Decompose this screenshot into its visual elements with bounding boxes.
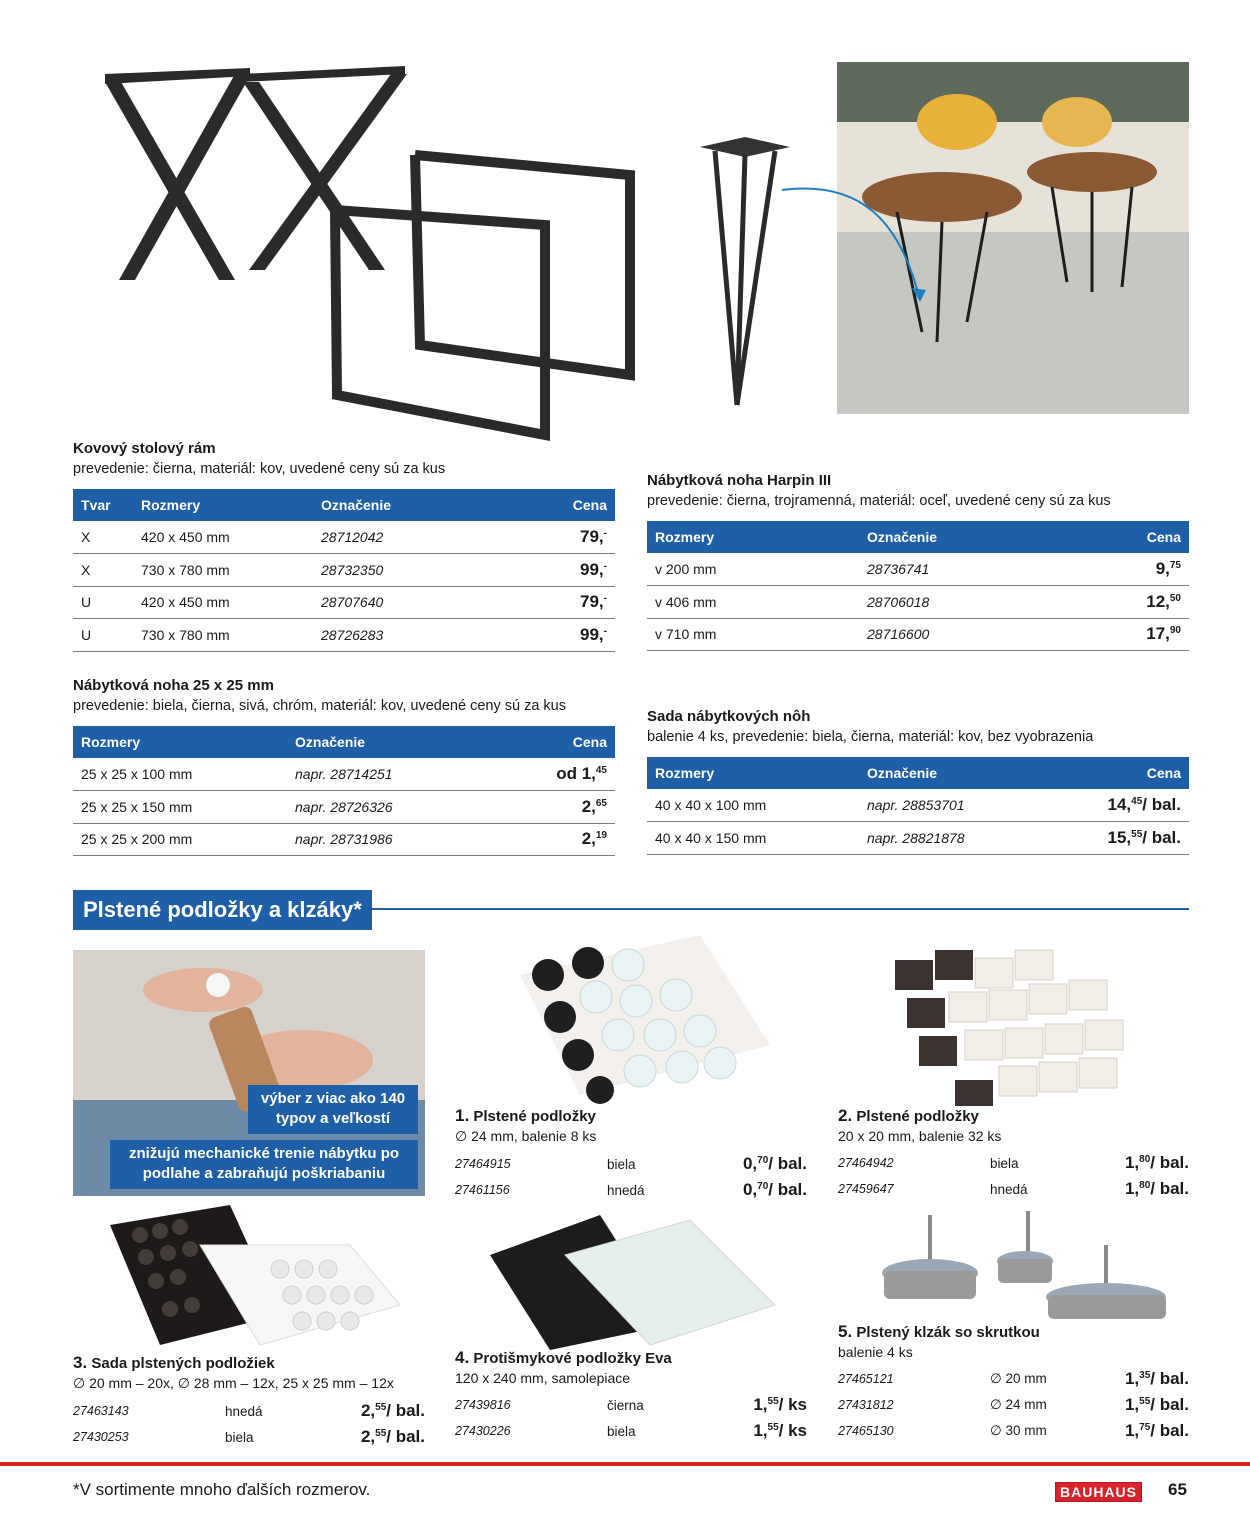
price: 15,55/ bal. bbox=[1044, 822, 1189, 855]
price: 0,70/ bal. bbox=[742, 1180, 807, 1199]
item-desc: 120 x 240 mm, samolepiace bbox=[455, 1370, 631, 1386]
dimensions: 25 x 25 x 150 mm bbox=[73, 791, 287, 824]
table-row bbox=[73, 554, 615, 587]
item-number: 4. bbox=[455, 1348, 470, 1367]
dimensions: 730 x 780 mm bbox=[133, 554, 313, 587]
item-number: 5. bbox=[838, 1322, 853, 1341]
price: 2,55/ bal. bbox=[360, 1401, 425, 1420]
dimensions: 730 x 780 mm bbox=[133, 619, 313, 652]
page-number: 65 bbox=[1168, 1480, 1187, 1499]
section-title: Plstené podložky a klzáky* bbox=[73, 890, 372, 930]
variant: hnedá bbox=[225, 1403, 263, 1419]
table-row bbox=[73, 521, 615, 554]
footnote: *V sortimente mnoho ďalších rozmerov. bbox=[73, 1480, 371, 1499]
col-price: Cena bbox=[494, 726, 615, 758]
legset-title: Sada nábytkových nôh bbox=[647, 708, 811, 725]
variant: biela bbox=[607, 1156, 636, 1172]
price: 99,- bbox=[504, 619, 615, 652]
harpin-desc: prevedenie: čierna, trojramenná, materiál: oceľ, uvedené ceny sú za kus bbox=[647, 493, 1111, 509]
dimensions: 40 x 40 x 150 mm bbox=[647, 822, 859, 855]
item-1 bbox=[455, 1106, 807, 1203]
price: 2,55/ bal. bbox=[360, 1427, 425, 1446]
item-2 bbox=[838, 1106, 1189, 1202]
product-code: 28712042 bbox=[313, 521, 504, 554]
product-code: napr. 28731986 bbox=[287, 823, 494, 856]
dimensions: v 710 mm bbox=[647, 618, 859, 651]
item-5 bbox=[838, 1322, 1189, 1444]
table-row bbox=[73, 758, 615, 791]
col-dims: Rozmery bbox=[647, 521, 859, 553]
footer-divider bbox=[0, 1462, 1250, 1466]
price: 12,50 bbox=[1067, 586, 1189, 619]
table-row bbox=[647, 586, 1189, 619]
table-row bbox=[647, 789, 1189, 822]
list-item bbox=[838, 1366, 1189, 1392]
product-code: 27461156 bbox=[455, 1183, 510, 1197]
item-desc: 20 x 20 mm, balenie 32 ks bbox=[838, 1128, 1002, 1144]
shape: X bbox=[73, 554, 133, 587]
legset-product bbox=[647, 708, 1189, 855]
list-item bbox=[455, 1151, 807, 1177]
anti-slip-pads-image bbox=[490, 1215, 780, 1350]
price: 79,- bbox=[504, 586, 615, 619]
shape: U bbox=[73, 619, 133, 652]
list-item bbox=[455, 1392, 807, 1418]
product-code: napr. 28821878 bbox=[859, 822, 1044, 855]
item-4 bbox=[455, 1348, 807, 1444]
product-code: 28707640 bbox=[313, 586, 504, 619]
variant: biela bbox=[607, 1423, 636, 1439]
item-number: 3. bbox=[73, 1353, 88, 1372]
callout-variety: výber z viac ako 140 typov a veľkostí bbox=[248, 1085, 418, 1134]
frame-desc: prevedenie: čierna, materiál: kov, uvedené ceny sú za kus bbox=[73, 461, 446, 477]
variant: hnedá bbox=[990, 1181, 1028, 1197]
col-code: Označenie bbox=[287, 726, 494, 758]
list-item bbox=[73, 1424, 425, 1450]
table-row bbox=[73, 823, 615, 856]
list-item bbox=[455, 1177, 807, 1203]
variant: biela bbox=[225, 1429, 254, 1445]
table-row bbox=[73, 586, 615, 619]
price: 1,55/ bal. bbox=[1124, 1395, 1189, 1414]
product-code: 27431812 bbox=[838, 1398, 894, 1412]
frame-product bbox=[73, 440, 615, 652]
variant: ∅ 20 mm bbox=[990, 1371, 1047, 1386]
product-code: 27430226 bbox=[455, 1424, 511, 1438]
square-pads-image bbox=[885, 940, 1145, 1110]
col-dims: Rozmery bbox=[647, 757, 859, 789]
item-title: Sada plstených podložiek bbox=[91, 1355, 275, 1372]
item-desc: balenie 4 ks bbox=[838, 1344, 913, 1360]
variant: čierna bbox=[607, 1397, 644, 1413]
variant: biela bbox=[990, 1155, 1019, 1171]
item-title: Protišmykové podložky Eva bbox=[473, 1350, 672, 1367]
item-number: 2. bbox=[838, 1106, 853, 1125]
dimensions: 420 x 450 mm bbox=[133, 521, 313, 554]
harpin-table bbox=[647, 521, 1189, 651]
leg25-desc: prevedenie: biela, čierna, sivá, chróm, materiál: kov, uvedené ceny sú za kus bbox=[73, 698, 566, 714]
list-item bbox=[838, 1392, 1189, 1418]
price: 2,65 bbox=[494, 791, 615, 824]
product-code: 27464942 bbox=[838, 1156, 894, 1170]
legset-desc: balenie 4 ks, prevedenie: biela, čierna, materiál: kov, bez vyobrazenia bbox=[647, 729, 1094, 745]
shape: U bbox=[73, 586, 133, 619]
product-code: 27430253 bbox=[73, 1430, 129, 1444]
list-item bbox=[455, 1418, 807, 1444]
price: 2,19 bbox=[494, 823, 615, 856]
product-code: napr. 28853701 bbox=[859, 789, 1044, 822]
list-item bbox=[838, 1150, 1189, 1176]
pad-set-image bbox=[80, 1205, 410, 1355]
col-code: Označenie bbox=[313, 489, 504, 521]
product-code: 27465121 bbox=[838, 1372, 894, 1386]
table-row bbox=[73, 791, 615, 824]
item-desc: ∅ 20 mm – 20x, ∅ 28 mm – 12x, 25 x 25 mm – 12x bbox=[73, 1375, 394, 1391]
bauhaus-logo: BAUHAUS bbox=[1055, 1482, 1142, 1502]
variant: ∅ 24 mm bbox=[990, 1397, 1047, 1412]
product-code: 27463143 bbox=[73, 1404, 129, 1418]
screw-gliders-image bbox=[870, 1205, 1170, 1320]
dimensions: v 406 mm bbox=[647, 586, 859, 619]
item-desc: ∅ 24 mm, balenie 8 ks bbox=[455, 1128, 597, 1144]
product-code: napr. 28714251 bbox=[287, 758, 494, 791]
table-row bbox=[647, 618, 1189, 651]
item-title: Plstené podložky bbox=[473, 1108, 596, 1125]
price: 1,75/ bal. bbox=[1124, 1421, 1189, 1440]
dimensions: 25 x 25 x 200 mm bbox=[73, 823, 287, 856]
harpin-product bbox=[647, 472, 1189, 651]
col-dims: Rozmery bbox=[133, 489, 313, 521]
dimensions: 40 x 40 x 100 mm bbox=[647, 789, 859, 822]
harpin-title: Nábytková noha Harpin III bbox=[647, 472, 832, 489]
product-code: 28726283 bbox=[313, 619, 504, 652]
round-pads-image bbox=[500, 935, 780, 1105]
price: 1,80/ bal. bbox=[1124, 1179, 1189, 1198]
price: od 1,45 bbox=[494, 758, 615, 791]
dimensions: 420 x 450 mm bbox=[133, 586, 313, 619]
col-price: Cena bbox=[1067, 521, 1189, 553]
price: 79,- bbox=[504, 521, 615, 554]
frame-table bbox=[73, 489, 615, 652]
frame-title: Kovový stolový rám bbox=[73, 440, 216, 457]
product-code: 28736741 bbox=[859, 553, 1067, 586]
price: 1,35/ bal. bbox=[1124, 1369, 1189, 1388]
price: 1,55/ ks bbox=[753, 1421, 807, 1440]
variant: hnedá bbox=[607, 1182, 645, 1198]
col-shape: Tvar bbox=[73, 489, 133, 521]
legset-table bbox=[647, 757, 1189, 855]
table-row bbox=[73, 619, 615, 652]
item-title: Plstený klzák so skrutkou bbox=[856, 1324, 1040, 1341]
price: 9,75 bbox=[1067, 553, 1189, 586]
col-dims: Rozmery bbox=[73, 726, 287, 758]
item-title: Plstené podložky bbox=[856, 1108, 979, 1125]
item-3 bbox=[73, 1353, 425, 1450]
price: 0,70/ bal. bbox=[742, 1154, 807, 1173]
item-number: 1. bbox=[455, 1106, 470, 1125]
shape: X bbox=[73, 521, 133, 554]
list-item bbox=[838, 1418, 1189, 1444]
list-item bbox=[838, 1176, 1189, 1202]
u-frame-image bbox=[325, 145, 640, 445]
callout-benefit: znižujú mechanické trenie nábytku po podlahe a zabraňujú poškriabaniu bbox=[110, 1140, 418, 1189]
product-code: 27459647 bbox=[838, 1182, 894, 1196]
product-code: 28706018 bbox=[859, 586, 1067, 619]
dimensions: 25 x 25 x 100 mm bbox=[73, 758, 287, 791]
product-code: 27465130 bbox=[838, 1424, 894, 1438]
price: 1,55/ ks bbox=[753, 1395, 807, 1414]
table-row bbox=[647, 553, 1189, 586]
product-code: 28732350 bbox=[313, 554, 504, 587]
product-code: 27439816 bbox=[455, 1398, 511, 1412]
col-price: Cena bbox=[504, 489, 615, 521]
price: 14,45/ bal. bbox=[1044, 789, 1189, 822]
variant: ∅ 30 mm bbox=[990, 1423, 1047, 1438]
price: 1,80/ bal. bbox=[1124, 1153, 1189, 1172]
leg25-table bbox=[73, 726, 615, 856]
price: 99,- bbox=[504, 554, 615, 587]
leg25-product bbox=[73, 677, 615, 856]
product-code: 28716600 bbox=[859, 618, 1067, 651]
leg25-title: Nábytková noha 25 x 25 mm bbox=[73, 677, 274, 694]
col-price: Cena bbox=[1044, 757, 1189, 789]
col-code: Označenie bbox=[859, 757, 1044, 789]
col-code: Označenie bbox=[859, 521, 1067, 553]
section-divider bbox=[368, 908, 1189, 910]
price: 17,90 bbox=[1067, 618, 1189, 651]
table-row bbox=[647, 822, 1189, 855]
list-item bbox=[73, 1398, 425, 1424]
arrow-icon bbox=[780, 180, 930, 310]
product-code: napr. 28726326 bbox=[287, 791, 494, 824]
product-code: 27464915 bbox=[455, 1157, 511, 1171]
dimensions: v 200 mm bbox=[647, 553, 859, 586]
